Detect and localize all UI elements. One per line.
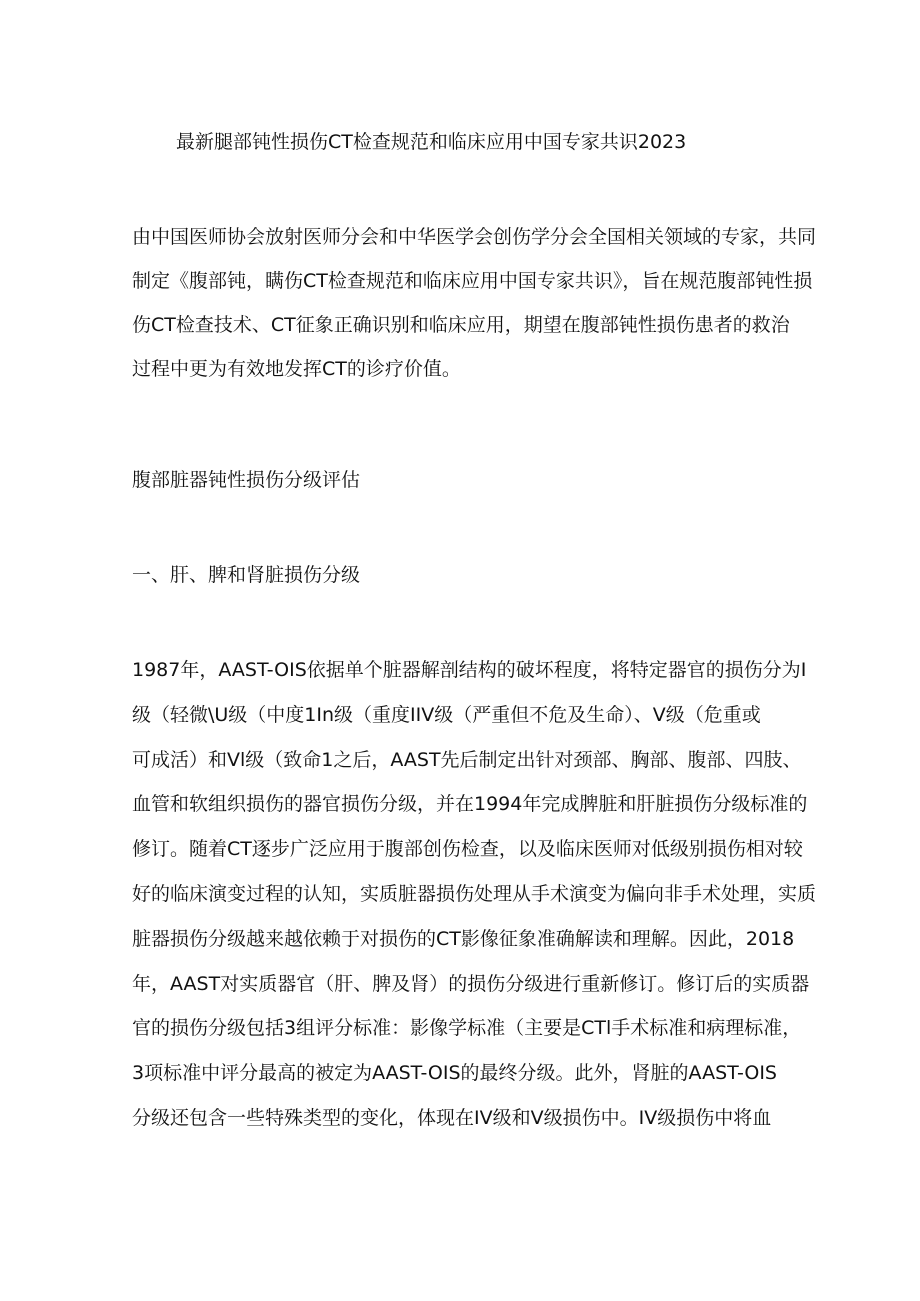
section-heading-text: 腹部脏器钝性损伤分级评估: [132, 469, 361, 491]
text-line: 可成活）和Vl级（致命1之后，AAST先后制定出针对颈部、胸部、腹部、四肢、: [132, 748, 802, 771]
intro-paragraph: [132, 215, 817, 391]
body-paragraph: [132, 648, 817, 1141]
text-line: 官的损伤分级包括3组评分标准：影像学标准（主要是CTl手术标准和病理标准，: [132, 1017, 802, 1040]
section-heading: [132, 458, 792, 502]
document-title: 最新腿部钝性损伤CT检查规范和临床应用中国专家共识2023: [176, 131, 687, 153]
text-line: 好的临床演变过程的认知，实质脏器损伤处理从手术演变为偏向非手术处理，实质: [132, 882, 817, 905]
text-line: 制定《腹部钝，瞒伤CT检查规范和临床应用中国专家共识》，旨在规范腹部钝性损: [132, 270, 813, 292]
text-line: 1987年，AAST-OIS依据单个脏器解剖结构的破坏程度，将特定器官的损伤分为I: [132, 659, 807, 681]
text-line: 年，AAST对实质器官（肝、脾及肾）的损伤分级进行重新修订。修订后的实质器: [132, 972, 810, 995]
subsection-heading-text: 一、肝、脾和肾脏损伤分级: [132, 564, 361, 586]
text-line: 过程中更为有效地发挥CT的诊疗价值。: [132, 358, 461, 380]
text-line: 血管和软组织损伤的器官损伤分级，并在1994年完成脾脏和肝脏损伤分级标准的: [132, 793, 808, 816]
text-line: 级（轻微\U级（中度1In级（重度IIV级（严重但不危及生命）、V级（危重或: [132, 703, 761, 726]
text-line: 伤CT检查技术、CT征象正确识别和临床应用，期望在腹部钝性损伤患者的救治: [132, 314, 790, 336]
text-line: 3项标准中评分最高的被定为AAST-OIS的最终分级。此外，肾脏的AAST-OIS: [132, 1062, 777, 1085]
text-line: 由中国医师协会放射医师分会和中华医学会创伤学分会全国相关领域的专家，共同: [132, 226, 817, 248]
text-line: 修订。随着CT逐步广泛应用于腹部创伤检查，以及临床医师对低级别损伤相对较: [132, 838, 803, 861]
text-line: 分级还包含一些特殊类型的变化，体现在IV级和V级损伤中。IV级损伤中将血: [132, 1106, 772, 1129]
text-line: 脏器损伤分级越来越依赖于对损伤的CT影像征象准确解读和理解。因此，2018: [132, 927, 795, 950]
subsection-heading: [132, 553, 792, 597]
